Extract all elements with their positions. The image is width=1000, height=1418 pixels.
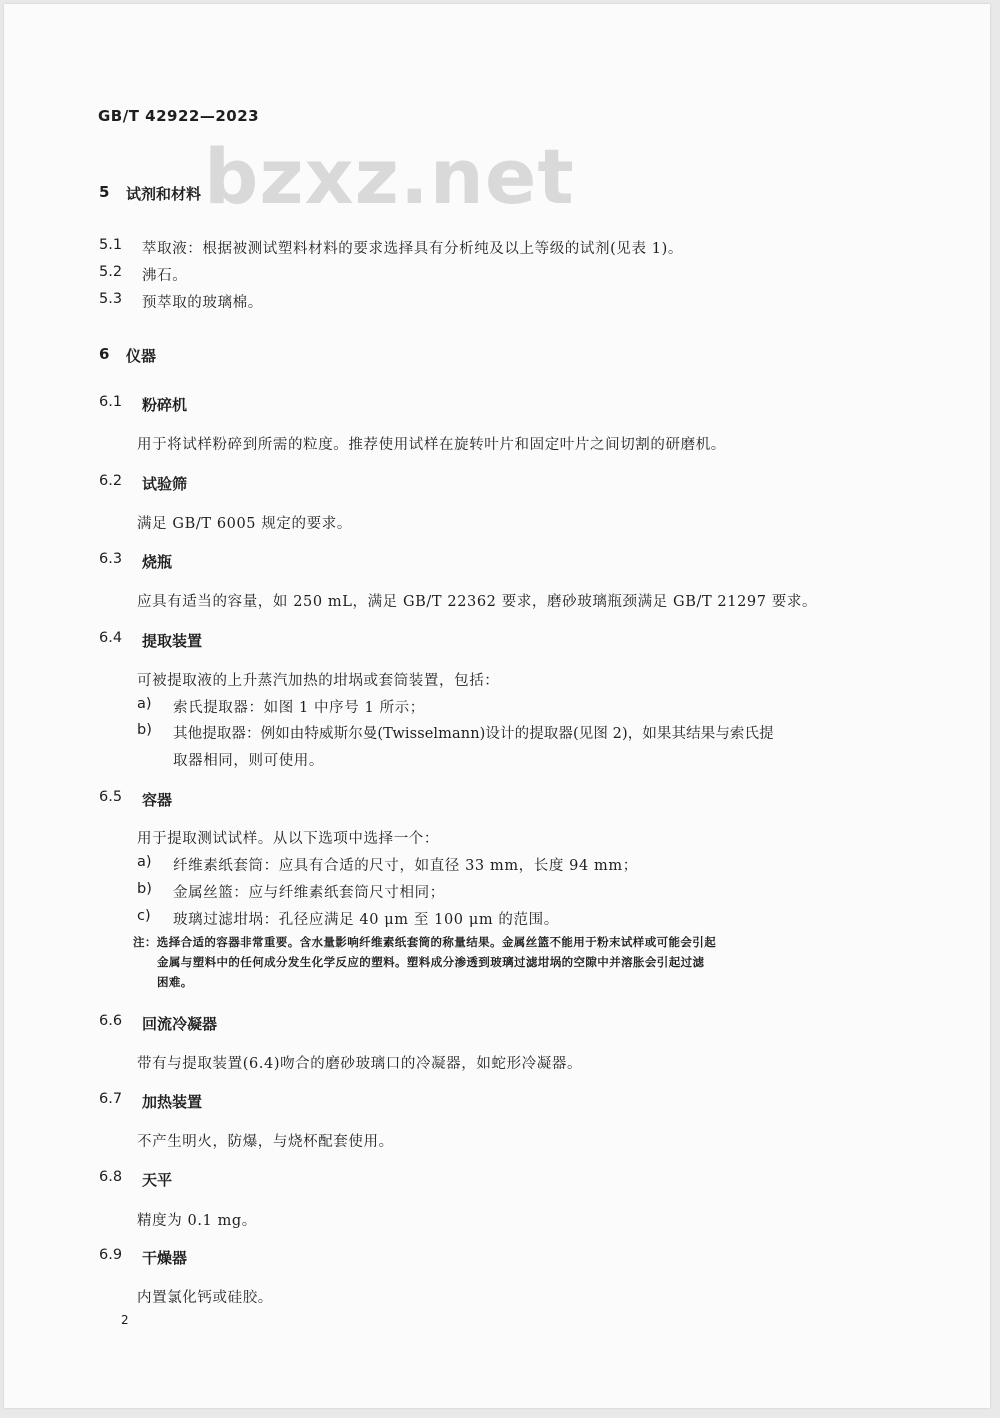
clause-6-4-item-a-label: a) (137, 696, 152, 712)
clause-6-5-intro: 用于提取测试试样。从以下选项中选择一个： (137, 831, 439, 847)
clause-5-3-text: 预萃取的玻璃棉。 (142, 295, 263, 311)
clause-6-6-number: 6.6 (99, 1013, 123, 1029)
page-number: 2 (121, 1313, 129, 1327)
clause-6-2-number: 6.2 (99, 473, 123, 489)
clause-6-5-number: 6.5 (99, 789, 123, 805)
section-5-title: 试剂和材料 (126, 185, 202, 203)
clause-6-9-number: 6.9 (99, 1247, 123, 1263)
clause-6-1-number: 6.1 (99, 394, 123, 410)
clause-6-1-text: 用于将试样粉碎到所需的粒度。推荐使用试样在旋转叶片和固定叶片之间切割的研磨机。 (137, 437, 726, 453)
standard-code: GB/T 42922—2023 (98, 107, 260, 125)
clause-6-5-item-a-text: 纤维素纸套筒：应具有合适的尺寸，如直径 33 mm，长度 94 mm； (173, 858, 638, 874)
clause-6-5-item-c-label: c) (137, 908, 151, 924)
clause-6-8-text: 精度为 0.1 mg。 (137, 1213, 257, 1229)
watermark: bzxz.net (204, 132, 575, 221)
clause-6-4-item-b-text-line2: 取器相同，则可使用。 (173, 753, 324, 769)
clause-6-7-number: 6.7 (99, 1091, 123, 1107)
clause-6-9-text: 内置氯化钙或硅胶。 (137, 1290, 273, 1306)
clause-5-2-number: 5.2 (99, 264, 123, 280)
clause-6-1-title: 粉碎机 (142, 396, 188, 414)
clause-6-4-item-b-label: b) (137, 722, 152, 738)
clause-5-1-text: 萃取液：根据被测试塑料材料的要求选择具有分析纯及以上等级的试剂(见表 1)。 (142, 241, 683, 257)
clause-5-3-number: 5.3 (99, 291, 123, 307)
clause-6-2-text: 满足 GB/T 6005 规定的要求。 (137, 516, 352, 532)
clause-6-6-title: 回流冷凝器 (142, 1015, 218, 1033)
clause-6-5-note-line1: 注：选择合适的容器非常重要。含水量影响纤维素纸套筒的称量结果。金属丝篮不能用于粉末试样或可能会引起 (133, 935, 717, 949)
clause-6-5-item-a-label: a) (137, 854, 152, 870)
clause-6-6-text: 带有与提取装置(6.4)吻合的磨砂玻璃口的冷凝器，如蛇形冷凝器。 (137, 1056, 583, 1072)
clause-6-5-note-line3: 困难。 (157, 975, 193, 989)
clause-6-3-title: 烧瓶 (142, 553, 173, 571)
clause-6-3-text: 应具有适当的容量，如 250 mL，满足 GB/T 22362 要求，磨砂玻璃瓶颈满足 GB/T 21297 要求。 (137, 594, 818, 610)
clause-6-5-item-b-text: 金属丝篮：应与纤维素纸套筒尺寸相同； (173, 885, 445, 901)
clause-6-2-title: 试验筛 (142, 475, 188, 493)
clause-6-5-title: 容器 (142, 791, 173, 809)
document-page (4, 4, 990, 1408)
clause-5-2-text: 沸石。 (142, 268, 188, 284)
clause-6-5-item-b-label: b) (137, 881, 152, 897)
clause-5-1-number: 5.1 (99, 237, 123, 253)
section-5-number: 5 (99, 183, 110, 201)
section-6-title: 仪器 (126, 347, 157, 365)
clause-6-8-number: 6.8 (99, 1169, 123, 1185)
section-6-number: 6 (99, 345, 110, 363)
clause-6-9-title: 干燥器 (142, 1249, 188, 1267)
clause-6-4-item-b-text-line1: 其他提取器：例如由特威斯尔曼(Twisselmann)设计的提取器(见图 2)，如果其结果与索氏提 (173, 726, 774, 742)
clause-6-4-item-a-text: 索氏提取器：如图 1 中序号 1 所示； (173, 700, 425, 716)
clause-6-4-title: 提取装置 (142, 632, 203, 650)
clause-6-5-item-c-text: 玻璃过滤坩埚：孔径应满足 40 μm 至 100 μm 的范围。 (173, 912, 559, 928)
clause-6-8-title: 天平 (142, 1171, 173, 1189)
clause-6-7-title: 加热装置 (142, 1093, 203, 1111)
clause-6-4-number: 6.4 (99, 630, 123, 646)
clause-6-5-note-line2: 金属与塑料中的任何成分发生化学反应的塑料。塑料成分渗透到玻璃过滤坩埚的空隙中并溶胀会引起过滤 (157, 955, 705, 969)
clause-6-3-number: 6.3 (99, 551, 123, 567)
clause-6-4-intro: 可被提取液的上升蒸汽加热的坩埚或套筒装置，包括： (137, 673, 500, 689)
clause-6-7-text: 不产生明火，防爆，与烧杯配套使用。 (137, 1134, 394, 1150)
